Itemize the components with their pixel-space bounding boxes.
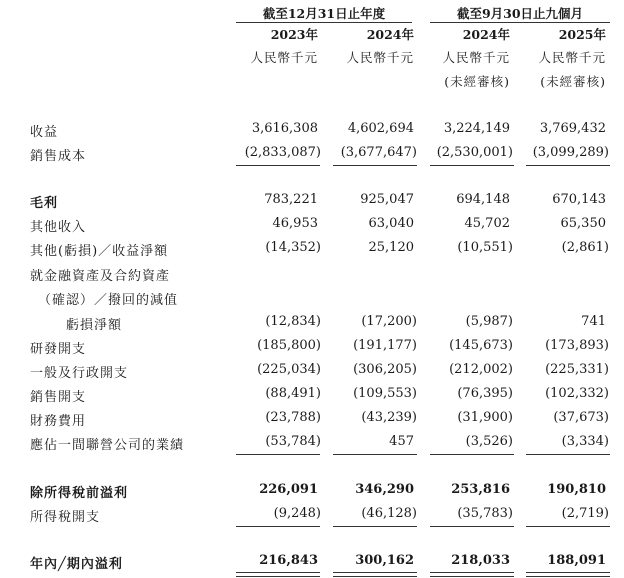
cell-2025-interim: (37,673)	[553, 410, 609, 425]
table-row-impairment-net	[0, 314, 624, 336]
header-group-annual: 截至12月31日止年度	[262, 6, 386, 21]
cell-2023: 783,221	[264, 192, 318, 207]
cell-2024-interim: (145,673)	[449, 338, 513, 353]
subtotal-underline	[430, 165, 514, 166]
cell-2023: (9,248)	[273, 506, 321, 521]
subtotal-underline	[526, 165, 610, 166]
table-row-share-of-associate	[0, 434, 624, 456]
cell-2024-interim: (31,900)	[457, 410, 513, 425]
row-label: 銷售開支	[30, 390, 87, 405]
year-header-2024-interim: 2024年	[462, 27, 510, 42]
unit-header: 人民幣千元	[538, 50, 606, 65]
row-label: 銷售成本	[30, 149, 87, 164]
cell-2024: 300,162	[355, 553, 414, 568]
cell-2024: 925,047	[360, 192, 414, 207]
header-group-annual-rule	[236, 22, 412, 23]
cell-2024-interim: (35,783)	[457, 506, 513, 521]
cell-2023: (12,834)	[265, 314, 321, 329]
cell-2025-interim: 741	[581, 314, 606, 329]
header-group-interim-rule	[430, 22, 610, 23]
cell-2023: 216,843	[259, 553, 318, 568]
unit-header: 人民幣千元	[250, 50, 318, 65]
cell-2024-interim: 694,148	[456, 192, 510, 207]
table-row-cost-of-sales	[0, 145, 624, 167]
cell-2024-interim: 253,816	[451, 482, 510, 497]
unit-header: 人民幣千元	[346, 50, 414, 65]
cell-2025-interim: (3,099,289)	[532, 145, 609, 160]
table-row-gross-profit	[0, 192, 624, 214]
subtotal-underline	[526, 454, 610, 455]
table-row-impairment-label-2	[0, 289, 624, 311]
cell-2024: (17,200)	[361, 314, 417, 329]
subtotal-underline	[430, 526, 514, 527]
cell-2025-interim: 65,350	[560, 216, 606, 231]
subtotal-underline	[333, 526, 417, 527]
row-label: 一般及行政開支	[30, 366, 129, 381]
table-row-other-gains-losses	[0, 240, 624, 262]
cell-2024: 457	[389, 434, 414, 449]
row-label: 毛利	[30, 196, 59, 211]
cell-2024: (191,177)	[353, 338, 417, 353]
cell-2023: (2,833,087)	[244, 145, 321, 160]
cell-2024: (306,205)	[353, 362, 417, 377]
cell-2025-interim: 190,810	[547, 482, 606, 497]
row-label: 所得稅開支	[30, 510, 101, 525]
row-label: （確認）／撥回的減值	[38, 293, 179, 308]
row-label: 就金融資產及合約資產	[30, 269, 171, 284]
total-double-underline	[333, 572, 417, 577]
cell-2024: (109,553)	[353, 386, 417, 401]
cell-2024: 346,290	[355, 482, 414, 497]
subtotal-underline	[430, 454, 514, 455]
subtotal-underline	[333, 165, 417, 166]
year-header-2023: 2023年	[270, 27, 318, 42]
table-row-other-income	[0, 216, 624, 238]
cell-2023: (225,034)	[257, 362, 321, 377]
table-row-selling-expenses	[0, 386, 624, 408]
total-double-underline	[526, 572, 610, 577]
cell-2024: (43,239)	[361, 410, 417, 425]
cell-2023: (88,491)	[265, 386, 321, 401]
row-label: 虧損淨額	[66, 318, 123, 333]
cell-2024: 4,602,694	[347, 121, 414, 136]
subtotal-underline	[526, 526, 610, 527]
unit-header: 人民幣千元	[442, 50, 510, 65]
cell-2025-interim: (102,332)	[545, 386, 609, 401]
cell-2023: (23,788)	[265, 410, 321, 425]
cell-2024-interim: (5,987)	[465, 314, 513, 329]
table-row-finance-costs	[0, 410, 624, 432]
table-row-revenue	[0, 121, 624, 143]
subtotal-underline	[236, 526, 320, 527]
table-row-income-tax	[0, 506, 624, 528]
cell-2024: 25,120	[368, 240, 414, 255]
cell-2025-interim: (2,719)	[561, 506, 609, 521]
cell-2024-interim: 45,702	[464, 216, 510, 231]
cell-2025-interim: (173,893)	[545, 338, 609, 353]
table-row-impairment-label-1	[0, 265, 624, 287]
cell-2023: (14,352)	[265, 240, 321, 255]
row-label: 其他收入	[30, 220, 87, 235]
row-label: 除所得稅前溢利	[30, 486, 129, 501]
header-group-interim: 截至9月30日止九個月	[456, 6, 584, 21]
cell-2024-interim: (3,526)	[465, 434, 513, 449]
row-label: 財務費用	[30, 414, 87, 429]
cell-2024-interim: 3,224,149	[443, 121, 510, 136]
unaudited-note: (未經審核)	[540, 74, 606, 89]
cell-2024-interim: (10,551)	[457, 240, 513, 255]
subtotal-underline	[333, 454, 417, 455]
subtotal-underline	[236, 454, 320, 455]
cell-2023: 46,953	[272, 216, 318, 231]
cell-2023: 3,616,308	[251, 121, 318, 136]
table-row-admin-expenses	[0, 362, 624, 384]
cell-2024: (46,128)	[361, 506, 417, 521]
year-header-2024: 2024年	[366, 27, 414, 42]
cell-2024-interim: (212,002)	[449, 362, 513, 377]
year-header-2025-interim: 2025年	[558, 27, 606, 42]
row-label: 年內╱期內溢利	[30, 557, 123, 572]
cell-2024-interim: (2,530,001)	[436, 145, 513, 160]
cell-2025-interim: 188,091	[547, 553, 606, 568]
subtotal-underline	[236, 165, 320, 166]
total-double-underline	[430, 572, 514, 577]
cell-2023: (185,800)	[257, 338, 321, 353]
row-label: 其他(虧損)／收益淨額	[30, 244, 169, 259]
cell-2024: 63,040	[368, 216, 414, 231]
cell-2024-interim: (76,395)	[457, 386, 513, 401]
total-double-underline	[236, 572, 320, 577]
row-label: 收益	[30, 125, 59, 140]
cell-2025-interim: (225,331)	[545, 362, 609, 377]
cell-2023: (53,784)	[265, 434, 321, 449]
row-label: 研發開支	[30, 342, 87, 357]
cell-2025-interim: 3,769,432	[539, 121, 606, 136]
cell-2025-interim: (3,334)	[561, 434, 609, 449]
row-label: 應佔一間聯營公司的業績	[30, 438, 185, 453]
table-row-rnd-expenses	[0, 338, 624, 360]
cell-2024: (3,677,647)	[340, 145, 417, 160]
cell-2024-interim: 218,033	[451, 553, 510, 568]
cell-2025-interim: (2,861)	[561, 240, 609, 255]
cell-2023: 226,091	[259, 482, 318, 497]
unaudited-note: (未經審核)	[444, 74, 510, 89]
table-row-profit-before-tax	[0, 482, 624, 504]
cell-2025-interim: 670,143	[552, 192, 606, 207]
